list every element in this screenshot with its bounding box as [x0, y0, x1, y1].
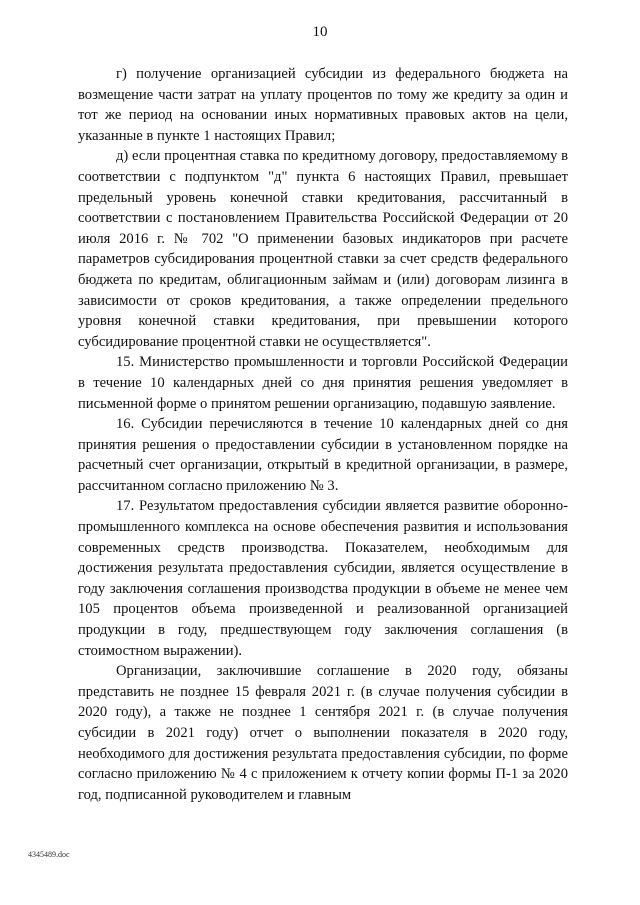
paragraph-item-16: 16. Субсидии перечисляются в течение 10 календарных дней со дня принятия решения о предоставлении субсидии в установленном порядке на расчетный счет организации, открытый в кредитной организации, в размере, рассчитанном согласно приложению № 3.: [78, 416, 568, 494]
document-file-code: 4345489.doc: [28, 850, 70, 859]
paragraph-subitem-g: г) получение организацией субсидии из федерального бюджета на возмещение части затрат на уплату процентов по тому же кредиту за один и тот же период на основании иных нормативных правовых актов на цели, указанные в пункте 1 настоящих Правил;: [78, 66, 568, 144]
paragraph-item-15: 15. Министерство промышленности и торговли Российской Федерации в течение 10 календарных дней со дня принятия решения уведомляет в письменной форме о принятом решении организацию, подавшую заявление.: [78, 354, 568, 412]
page-number: 10: [312, 24, 328, 40]
paragraph-subitem-d: д) если процентная ставка по кредитному договору, предоставляемому в соответствии с подпунктом "д" пункта 6 настоящих Правил, превышает предельный уровень конечной ставки кредитования, рассчитанный в соответствии с постановлением Правительства Российской Федерации от 20 июля 2016 г. № 702 "О применении базовых индикаторов при расчете параметров субсидирования процентной ставки за счет средств федерального бюджета по кредитам, облигационным займам и (или) договорам лизинга в зависимости от сроков кредитования, а также определении предельного уровня конечной ставки кредитования, при превышении которого субсидирование процентной ставки не осуществляется".: [78, 148, 568, 350]
paragraph-item-17: 17. Результатом предоставления субсидии является развитие оборонно-промышленного комплекса на основе обеспечения развития и использования современных средств производства. Показателем, необходимым для достижения результата предоставления субсидии, является осуществление в году заключения соглашения производства продукции в объеме не менее чем 105 процентов объема произведенной и реализованной организацией продукции в году, предшествующем году заключения соглашения (в стоимостном выражении).: [78, 498, 568, 659]
paragraph-organizations-report: Организации, заключившие соглашение в 2020 году, обязаны представить не позднее 15 февраля 2021 г. (в случае получения субсидии в 2020 году), а также не позднее 1 сентября 2021 г. (в случае получения субсидии в 2021 году) отчет о выполнении показателя в 2020 году, необходимого для достижения результата предоставления субсидии, по форме согласно приложению № 4 с приложением к отчету копии формы П-1 за 2020 год, подписанной руководителем и главным: [78, 663, 568, 803]
document-body: [78, 64, 568, 805]
